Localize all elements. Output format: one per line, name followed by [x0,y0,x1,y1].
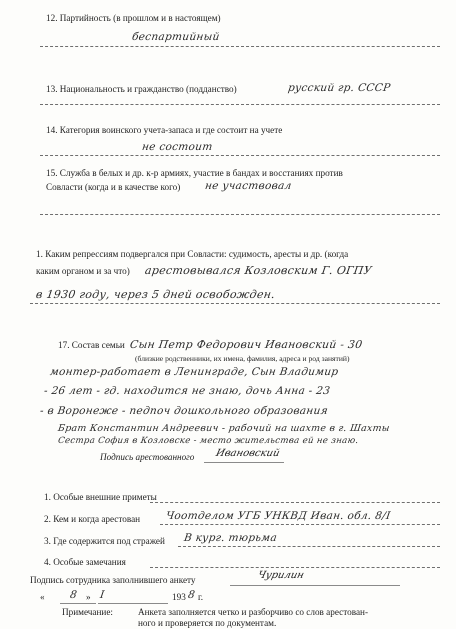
q13-label: 13. Национальность и гражданство (подданство) [46,84,237,94]
officer-signature-line [230,585,400,586]
q17-answer-line3: - 26 лет - гд. находится не знаю, дочь Анна - 23 [43,385,331,397]
q17-label: 17. Состав семьи [58,340,125,350]
date-day: 8 [69,589,78,601]
b2-line [160,524,440,525]
b3-label: 3. Где содержится под стражей [44,536,165,546]
b1-line [150,502,440,503]
date-month: I [99,589,106,601]
b3-answer: В кург. тюрьма [183,532,278,544]
q14-line [40,155,440,156]
b2-label: 2. Кем и когда арестован [44,514,141,524]
q13-line [40,104,440,105]
q14-answer: не состоит [141,141,214,153]
q17-hint: (близкие родственники, их имена, фамилия, адреса и род занятий) [135,354,350,363]
q13-answer: русский гр. СССР [287,82,392,94]
note-label: Примечание: [62,607,113,617]
date-year-suffix: 8 [187,589,196,601]
q17-answer-line5: Брат Константин Андреевич - рабочий на шахте в г. Шахты [57,423,391,434]
q17-answer-line2: монтер-работает в Ленинграде, Сын Владимир [49,366,340,378]
q17-answer-line1: Сын Петр Федорович Ивановский - 30 [129,338,364,351]
q15-label-line1: 15. Служба в белых и др. к-р армиях, участие в бандах и восстаниях против [46,168,343,178]
b1-label: 1. Особые внешние приметы [44,492,157,502]
q16-answer-line2: в 1930 году, через 5 дней освобожден. [35,288,277,301]
q12-label: 12. Партийность (в прошлом и в настоящем) [46,13,221,23]
q12-line [40,46,440,47]
officer-signature-label: Подпись сотрудника заполнившего анкету [30,575,196,585]
q17-answer-line4: - в Воронеже - педпоч дошкольного образования [39,405,329,417]
q16-label-line1: 1. Каким репрессиям подвергался при Совласти: судимость, аресты и др. (когда [36,249,349,259]
arrested-signature-label: Подпись арестованного [100,452,195,462]
q12-answer: беспартийный [131,31,221,43]
date-year-prefix: 193 [172,592,186,602]
q16-answer-line1: арестовывался Козловским Г. ОГПУ [144,264,373,277]
officer-signature: Чурилин [256,570,306,581]
date-day-line [60,603,96,604]
q17-answer-line6: Сестра София в Козловске - место жительства ей не знаю. [57,436,360,446]
q16-line [30,303,440,304]
date-suffix: г. [198,592,204,602]
b4-line [150,567,440,568]
q15-line [40,214,440,215]
note-line2: ного и проверяется по документам. [138,618,277,628]
q15-answer: не участвовал [204,180,293,192]
q16-label-line2: каким органом и за что) [36,266,130,276]
date-month-line [98,603,168,604]
q14-label: 14. Категория воинского учета-запаса и где состоит на учете [46,125,283,135]
b2-answer: Чоотделом УГБ УНКВД Иван. обл. 8/I [165,510,392,522]
date-quote-open: « [40,592,45,602]
b3-line [178,546,440,547]
note-line1: Анкета заполняется четко и разборчиво со слов арестован- [138,607,369,617]
q15-label-line2: Совласти (когда и в качестве кого) [46,182,181,192]
date-quote-close: » [86,592,91,602]
b4-label: 4. Особые замечания [44,557,126,567]
arrested-signature: Ивановский [214,448,281,459]
arrested-signature-line [204,462,284,463]
